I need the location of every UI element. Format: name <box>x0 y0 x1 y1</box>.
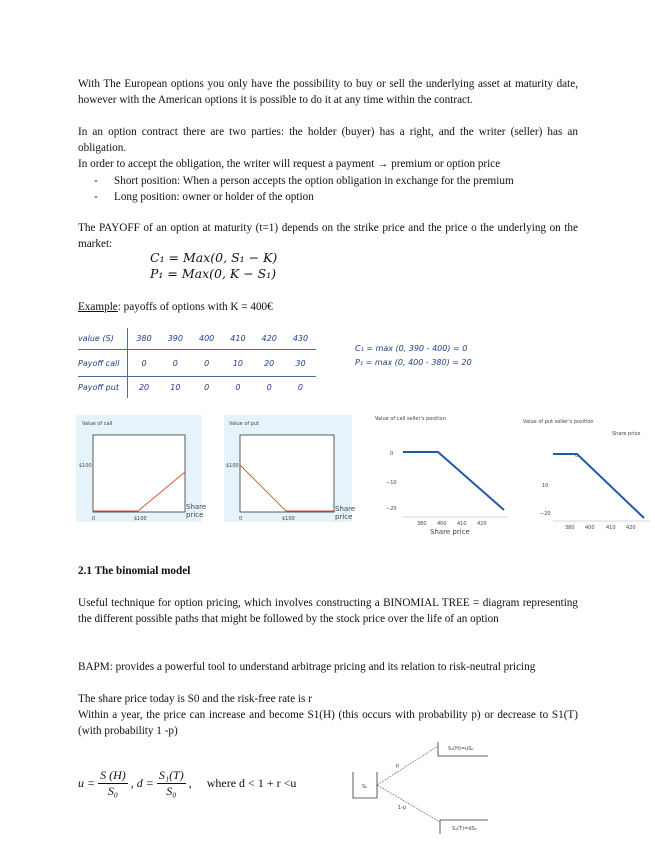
obligation-text: In order to accept the obligation, the writer will request a payment → premium or option price <box>78 158 501 170</box>
cell: 0 <box>297 383 304 392</box>
denominator: S₀ <box>166 784 177 798</box>
put-value-chart <box>224 415 352 522</box>
formula-put: P₁ = Max(0, K − S₁) <box>150 266 277 281</box>
numerator: S₁(T) <box>158 768 184 782</box>
y-label: Value of put seller's position <box>523 419 594 425</box>
payoff-table <box>78 328 316 398</box>
ud-formula <box>78 768 296 799</box>
up-label: S₁(H)=uS₀ <box>448 746 474 752</box>
payoff-paragraph: The PAYOFF of an option at maturity (t=1) depends on the strike price and the price o the underlying on the market: <box>78 222 578 250</box>
position-list <box>78 173 578 205</box>
cell: 30 <box>285 350 316 377</box>
y-label: Value of put <box>229 421 260 427</box>
cell: 380 <box>128 328 160 350</box>
example-label: Example <box>78 301 118 313</box>
cell: value (S) <box>78 328 128 350</box>
binomial-tree-diagram <box>352 742 492 834</box>
table-row <box>78 350 316 377</box>
cell: 420 <box>254 328 285 350</box>
cell: Payoff call <box>78 350 128 377</box>
cell: 0 <box>235 383 241 392</box>
share-today-text: The share price today is S0 and the risk-free rate is r <box>78 693 312 705</box>
x-tick: 400 <box>585 525 595 531</box>
u-fraction <box>98 768 128 799</box>
x-tick: 400 <box>437 521 447 527</box>
cell: 10 <box>170 383 181 392</box>
y-tick: 0 <box>575 453 579 459</box>
down-branch <box>377 785 440 822</box>
y-label: Value of call seller's position <box>375 416 446 422</box>
cell: 410 <box>222 328 253 350</box>
y-tick: −10 <box>386 480 397 486</box>
x-tick: $100 <box>134 516 147 522</box>
x-label: Share price <box>186 503 207 519</box>
cell: 10 <box>222 350 253 377</box>
d-fraction <box>157 768 186 799</box>
example-line <box>78 299 578 315</box>
denominator: S₀ <box>107 784 119 798</box>
cell: 430 <box>285 328 316 350</box>
cell: 20 <box>138 383 150 392</box>
x-tick: 380 <box>565 525 575 531</box>
x-label: Share price <box>612 431 641 437</box>
plot-area <box>240 435 334 512</box>
table-row <box>78 328 316 350</box>
cell: 20 <box>254 350 285 377</box>
parties-paragraph: In an option contract there are two parties: the holder (buyer) has a right, and the writer (seller) has an obligation. <box>78 126 578 154</box>
condition: , where d < 1 + r <u <box>188 776 297 790</box>
put-seller-chart <box>520 415 655 531</box>
payoff-line <box>553 454 644 518</box>
bapm-paragraph: BAPM: provides a powerful tool to understand arbitrage pricing and its relation to risk-neutral pricing <box>78 661 536 673</box>
binomial-paragraph: Useful technique for option pricing, which involves constructing a BINOMIAL TREE = diagram representing the different possible paths that might be followed by the stock price over the life of an option <box>78 597 578 625</box>
x-tick: 0 <box>92 516 96 522</box>
section-heading: 2.1 The binomial model <box>78 565 191 577</box>
call-value-chart <box>76 415 202 522</box>
note-call: C₁ = max (0, 390 - 400) = 0 <box>355 344 468 353</box>
cell: 0 <box>266 383 272 392</box>
y-tick: $100 <box>79 463 92 469</box>
cell: 0 <box>160 350 191 377</box>
y-tick: 10 <box>542 483 549 489</box>
y-tick: −20 <box>540 511 551 517</box>
y-tick: $100 <box>226 463 239 469</box>
example-text: : payoffs of options with K = 400€ <box>117 301 273 313</box>
x-tick: 380 <box>417 521 427 527</box>
up-branch <box>377 746 438 785</box>
x-tick: 0 <box>239 516 243 522</box>
list-item: - Long position: owner or holder of the option <box>78 189 578 205</box>
prob-down: 1-p <box>398 805 407 811</box>
prob-up: p <box>396 763 400 769</box>
x-label: Share price <box>335 505 356 521</box>
numerator: S (H) <box>100 768 126 782</box>
within-year-text: Within a year, the price can increase and become S1(H) (this occurs with probability p) or decrease to S1(T) (with probability 1 -p) <box>78 709 578 737</box>
intro-paragraph: With The European options you only have the possibility to buy or sell the underlying asset at maturity date, however with the American options it is possible to do it at any time within the contract. <box>78 78 578 106</box>
list-item: - Short position: When a person accepts the option obligation in exchange for the premium <box>78 173 578 189</box>
x-tick: 410 <box>457 521 467 527</box>
root-label: S₀ <box>362 784 368 790</box>
x-tick: 410 <box>606 525 616 531</box>
cell: 0 <box>128 350 160 377</box>
cell: 400 <box>191 328 222 350</box>
formula-call: C₁ = Max(0, S₁ − K) <box>150 250 278 265</box>
table-row <box>78 377 316 399</box>
x-tick: $100 <box>282 516 295 522</box>
call-seller-chart <box>370 413 510 541</box>
cell: 0 <box>204 383 210 392</box>
cell: Payoff put <box>78 377 128 399</box>
plot-area <box>93 435 185 512</box>
d-label: , d = <box>130 776 154 790</box>
cell: 390 <box>160 328 191 350</box>
x-label: Share price <box>430 528 470 536</box>
note-put: P₁ = max (0, 400 - 380) = 20 <box>355 358 472 367</box>
x-tick: 420 <box>626 525 636 531</box>
u-label: u = <box>78 776 96 790</box>
y-tick: 0 <box>390 451 394 457</box>
handwritten-notes <box>355 342 472 370</box>
x-tick: 420 <box>477 521 487 527</box>
y-tick: −20 <box>386 506 397 512</box>
cell: 0 <box>191 350 222 377</box>
payoff-line <box>403 452 504 510</box>
down-label: S₁(T)=dS₀ <box>452 826 477 832</box>
y-label: Value of call <box>82 421 113 427</box>
